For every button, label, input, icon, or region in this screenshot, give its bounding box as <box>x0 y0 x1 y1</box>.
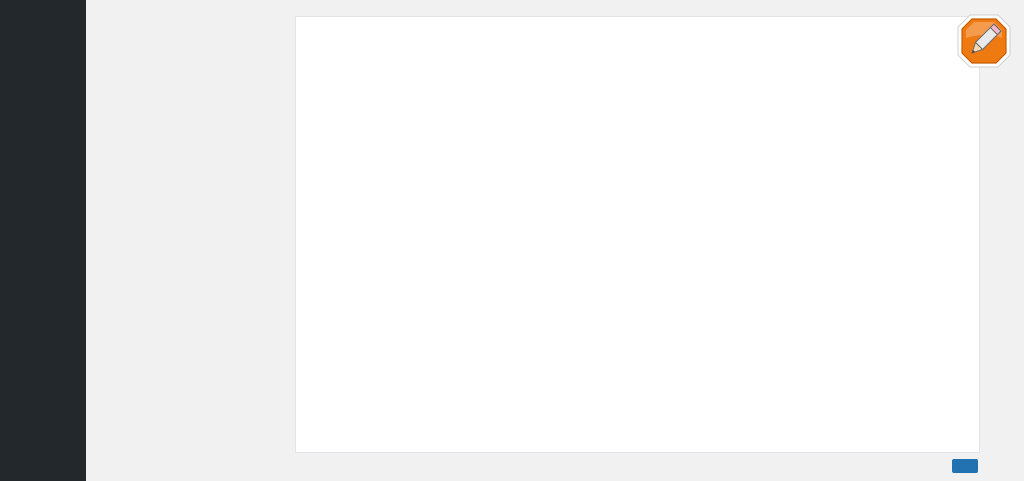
post-types-table <box>295 16 980 453</box>
save-button[interactable] <box>952 459 978 473</box>
main-content <box>86 0 1024 481</box>
admin-sidebar <box>0 0 86 481</box>
pencil-icon[interactable] <box>955 12 1013 70</box>
